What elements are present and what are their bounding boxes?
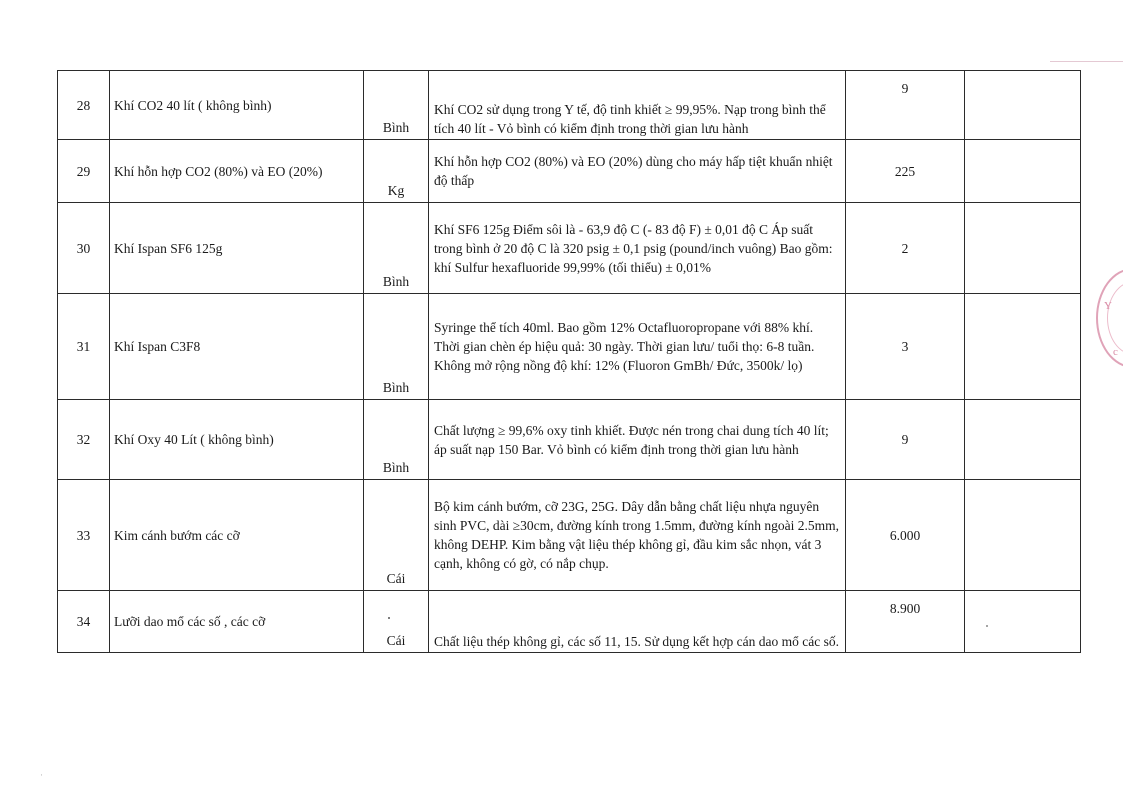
supply-table xyxy=(57,70,1081,653)
item-name: Khí Oxy 40 Lít ( không bình) xyxy=(110,400,364,480)
item-unit: Cái xyxy=(364,591,429,653)
table-row xyxy=(58,71,1081,140)
table-row xyxy=(58,480,1081,591)
item-name: Lưỡi dao mổ các số , các cỡ xyxy=(110,591,364,653)
row-number: 32 xyxy=(58,400,110,480)
table-row xyxy=(58,140,1081,203)
item-description: Khí SF6 125g Điểm sôi là - 63,9 độ C (- 83 độ F) ± 0,01 độ C Áp suất trong bình ở 20 độ C là 320 psig ± 0,1 psig (pound/inch vuông) Bao gồm: khí Sulfur hexafluoride 99,99% (tối thiểu) ± 0,01% xyxy=(429,203,846,294)
item-description: Syringe thể tích 40ml. Bao gồm 12% Octafluoropropane với 88% khí. Thời gian chèn ép hiệu quả: 30 ngày. Thời gian lưu/ tuổi thọ: 6-8 tuần. Không mở rộng nồng độ khí: 12% (Fluoron GmBh/ Đức, 3500k/ lọ) xyxy=(429,294,846,400)
item-note xyxy=(965,400,1081,480)
seal-mark: c xyxy=(1113,346,1118,358)
item-quantity: 8.900 xyxy=(846,591,965,653)
red-seal-stamp xyxy=(1096,268,1123,368)
item-note xyxy=(965,591,1081,653)
item-note xyxy=(965,71,1081,140)
item-description: Khí CO2 sử dụng trong Y tế, độ tinh khiết ≥ 99,95%. Nạp trong bình thể tích 40 lít - Vỏ bình có kiểm định trong thời gian lưu hành xyxy=(429,71,846,140)
item-name: Khí Ispan SF6 125g xyxy=(110,203,364,294)
item-description: Bộ kim cánh bướm, cỡ 23G, 25G. Dây dẫn bằng chất liệu nhựa nguyên sinh PVC, dài ≥30cm, đường kính trong 1.5mm, đường kính ngoài 2.5mm, không DEHP. Kim bằng vật liệu thép không gỉ, đầu kim sắc nhọn, vát 3 cạnh, không có gờ, có nắp chụp. xyxy=(429,480,846,591)
item-name: Khí Ispan C3F8 xyxy=(110,294,364,400)
item-name: Kim cánh bướm các cỡ xyxy=(110,480,364,591)
table-row xyxy=(58,400,1081,480)
item-name: Khí CO2 40 lít ( không bình) xyxy=(110,71,364,140)
item-unit: Bình xyxy=(364,203,429,294)
table-row xyxy=(58,203,1081,294)
row-number: 33 xyxy=(58,480,110,591)
item-unit: Bình xyxy=(364,294,429,400)
ink-dot xyxy=(388,617,390,619)
item-note xyxy=(965,203,1081,294)
row-number: 31 xyxy=(58,294,110,400)
item-description: Chất lượng ≥ 99,6% oxy tinh khiết. Được nén trong chai dung tích 40 lít; áp suất nạp 150 Bar. Vỏ bình có kiểm định trong thời gian lưu hành xyxy=(429,400,846,480)
item-quantity: 9 xyxy=(846,400,965,480)
item-quantity: 3 xyxy=(846,294,965,400)
item-note xyxy=(965,140,1081,203)
row-number: 34 xyxy=(58,591,110,653)
row-number: 29 xyxy=(58,140,110,203)
item-name: Khí hỗn hợp CO2 (80%) và EO (20%) xyxy=(110,140,364,203)
edge-rule xyxy=(1050,61,1123,62)
item-unit: Kg xyxy=(364,140,429,203)
item-description: Khí hỗn hợp CO2 (80%) và EO (20%) dùng cho máy hấp tiệt khuẩn nhiệt độ thấp xyxy=(429,140,846,203)
item-note xyxy=(965,294,1081,400)
item-quantity: 9 xyxy=(846,71,965,140)
seal-mark: Y xyxy=(1104,300,1112,312)
row-number: 28 xyxy=(58,71,110,140)
scan-speck: · xyxy=(40,770,43,780)
table-row xyxy=(58,591,1081,653)
item-quantity: 6.000 xyxy=(846,480,965,591)
item-unit: Bình xyxy=(364,400,429,480)
item-note xyxy=(965,480,1081,591)
table-row xyxy=(58,294,1081,400)
item-unit: Bình xyxy=(364,71,429,140)
row-number: 30 xyxy=(58,203,110,294)
item-description: Chất liệu thép không gỉ, các số 11, 15. Sử dụng kết hợp cán dao mổ các số. xyxy=(429,591,846,653)
item-quantity: 2 xyxy=(846,203,965,294)
item-quantity: 225 xyxy=(846,140,965,203)
ink-dot xyxy=(986,625,988,627)
item-unit: Cái xyxy=(364,480,429,591)
